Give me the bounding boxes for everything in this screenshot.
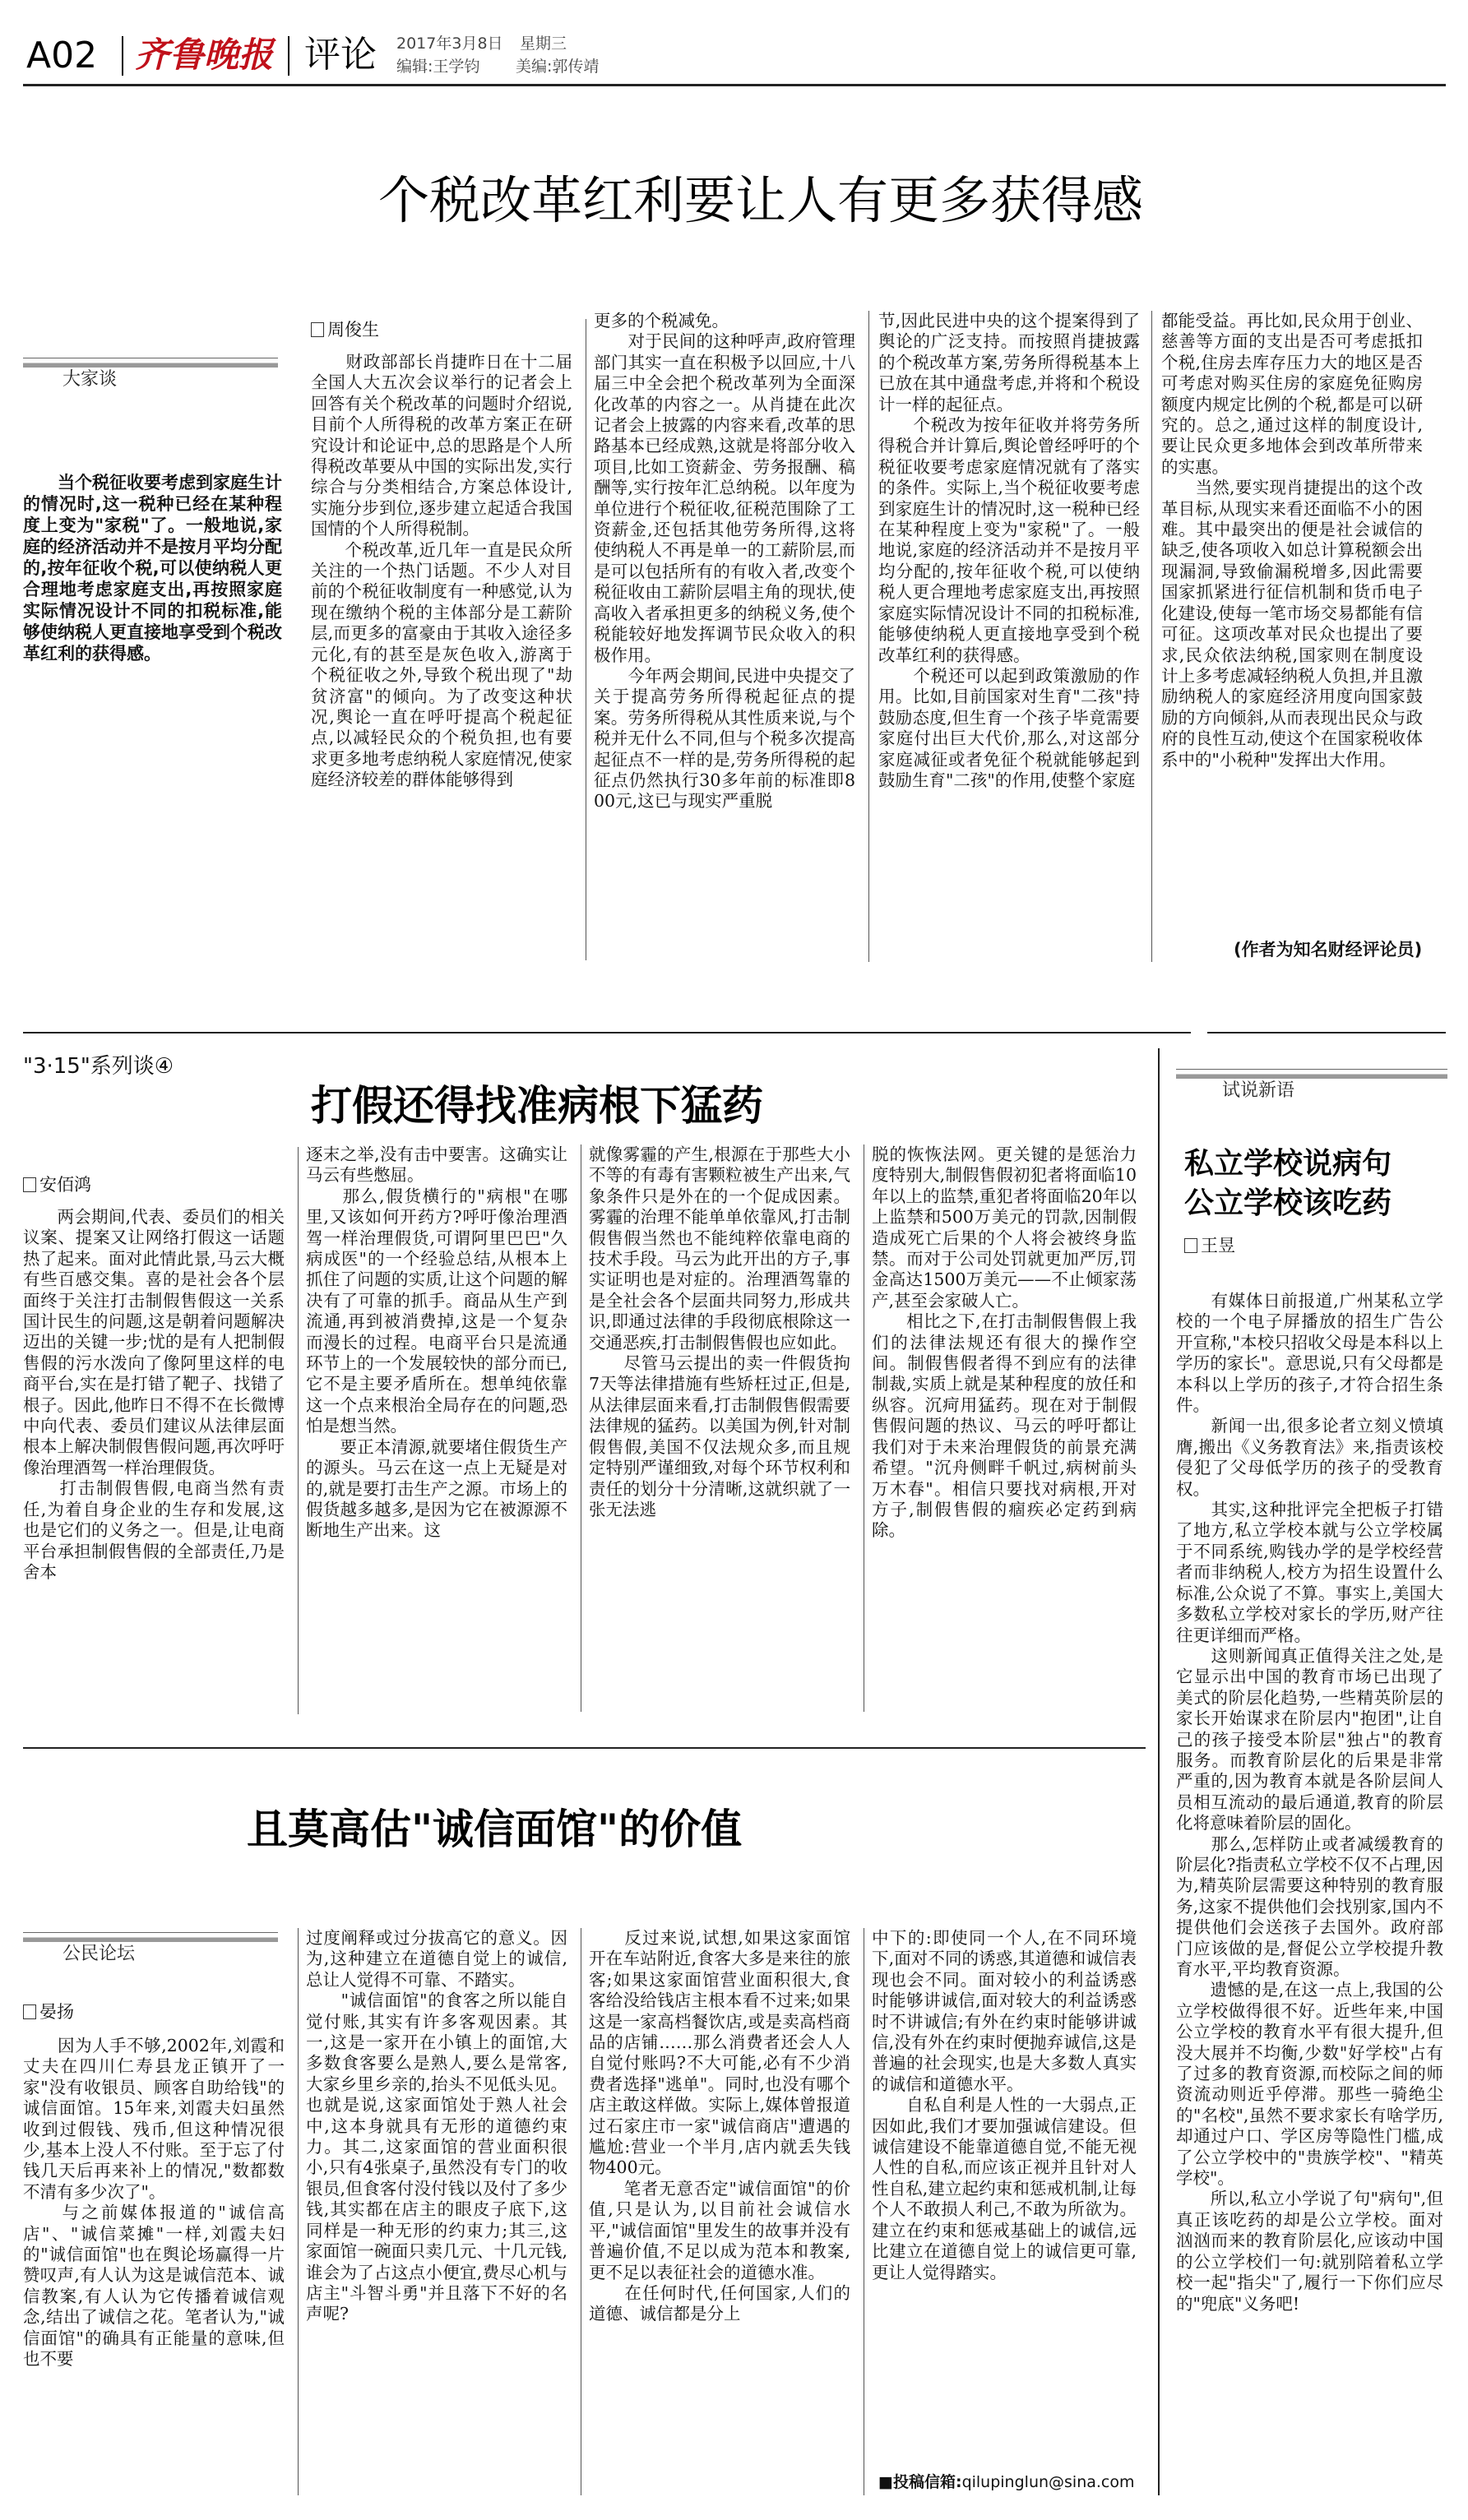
newspaper-logo: 齐鲁晚报: [135, 35, 274, 75]
byline-box: [1184, 1238, 1197, 1253]
article1-summary: 当个税征收要考虑到家庭生计的情况时,这一税种已经在某种程度上变为"家税"了。一般地说,家庭的经济活动并不是按月平均分配的,按年征收个税,可以使纳税人更合理地考虑家庭支出,再按照家庭实际情况设计不同的扣税标准,能够使纳税人更直接地享受到个税改革红利的获得感。: [23, 473, 282, 664]
article2-col4: 脱的恢恢法网。更关键的是惩治力度特别大,制假售假初犯者将面临10年以上的监禁,重犯者将面临20年以上监禁和500万美元的罚款,因制假造成死亡后果的个人将会被终身监禁。而对于公司处罚就更加严厉,罚金高达1500万美元——不止倾家荡产,甚至会家破人亡。 相比之下,在打击制假售假上我们的法律法规还有很大的操作空间。制假售假者得不到应有的法律制裁,实质上就是某种程度的放任和纵容。沉疴用猛药。现在对于制假售假问题的热议、马云的呼吁都让我们对于未来治理假货的前景充满希望。"沉舟侧畔千帆过,病树前头万木春"。相信只要找对病根,开对方子,制假售假的痼疾必定药到病除。: [872, 1144, 1137, 1541]
article3-title: 私立学校说病句 公立学校该吃药: [1184, 1147, 1392, 1220]
article4-col3: 反过来说,试想,如果这家面馆开在车站附近,食客大多是来往的旅客;如果这家面馆营业面积很大,食客给没给钱店主根本看不过来;如果这是一家高档餐饮店,或是卖高档商品的店铺……那么消费者还会人人自觉付账吗?不大可能,必有不少消费者选择"逃单"。同时,也没有哪个店主敢这样做。实际上,媒体曾报道过石家庄市一家"诚信商店"遭遇的尴尬:营业一个半月,店内就丢失钱物400元。 笔者无意否定"诚信面馆"的价值,只是认为,以目前社会诚信水平,"诚信面馆"里发生的故事并没有普遍价值,不足以成为范本和教案,更不足以表征社会的道德水准。 在任何时代,任何国家,人们的道德、诚信都是分上: [589, 1928, 850, 2324]
article4-col4: 中下的:即使同一个人,在不同环境下,面对不同的诱惑,其道德和诚信表现也会不同。面对较小的利益诱惑时能够讲诚信,面对较大的利益诱惑时不讲诚信;有外在约束时能够讲诚信,没有外在约束时便抛弃诚信,这是普遍的社会现实,也是大多数人真实的诚信和道德水平。 自私自利是人性的一大弱点,正因如此,我们才要加强诚信建设。但诚信建设不能靠道德自觉,不能无视人性的自私,而应该正视并且针对人性自私,建立起约束和惩戒机制,让每个人不敢损人利己,不敢为所欲为。建立在约束和惩戒基础上的诚信,远比建立在道德自觉上的诚信更可靠,更让人觉得踏实。: [872, 1928, 1137, 2282]
section-name: 评论: [304, 34, 377, 76]
divider: [122, 36, 123, 76]
article1-author: 周俊生: [327, 320, 379, 340]
column-rule: [1151, 311, 1152, 962]
byline-box: [23, 2004, 36, 2019]
article3-byline: [1184, 1235, 1235, 1256]
article3-author: 王昱: [1201, 1236, 1235, 1255]
editor-credit: 编辑:王学钧: [396, 58, 480, 76]
submission-footer: [878, 2471, 1135, 2493]
article2-title: 打假还得找准病根下猛药: [311, 1082, 763, 1130]
column-rule: [868, 311, 869, 962]
section-rule: [23, 1032, 1191, 1033]
column-label-gongminluntan: 公民论坛: [58, 1943, 140, 1966]
masthead: [26, 33, 1441, 82]
submission-label: ■投稿信箱:: [878, 2473, 962, 2491]
art-credit: 美编:郭传靖: [516, 58, 600, 76]
article2-series: "3·15"系列谈④: [23, 1054, 174, 1079]
article4-col1: 因为人手不够,2002年,刘霞和丈夫在四川仁寿县龙正镇开了一家"没有收银员、顾客自助给钱"的诚信面馆。15年来,刘霞夫妇虽然收到过假钱、残币,但这种情况很少,基本上没人不付账。至于忘了付钱几天后再来补上的情况,"数都数不清有多少次了"。 与之前媒体报道的"诚信高店"、"诚信菜摊"一样,刘霞夫妇的"诚信面馆"也在舆论场赢得一片赞叹声,有人认为这是诚信范本、诚信教案,有人认为它传播着诚信观念,结出了诚信之花。笔者认为,"诚信面馆"的确具有正能量的意味,但也不要: [23, 2036, 285, 2370]
column-label-bar: [23, 1932, 278, 1942]
submission-email[interactable]: qilupinglun@sina.com: [961, 2473, 1135, 2491]
column-label-dajiatan: 大家谈: [58, 368, 122, 391]
article1-title: 个税改革红利要让人有更多获得感: [377, 170, 1143, 230]
article2-col1: 两会期间,代表、委员们的相关议案、提案又让网络打假这一话题热了起来。面对此情此景,马云大概有些百感交集。喜的是社会各个层面终于关注打击制假售假这一关系国计民生的问题,这是朝着问题解决迈出的关键一步;忧的是有人把制假售假的污水泼向了像阿里这样的电商平台,实在是打错了靶子、找错了根子。因此,他昨日不得不在长微博中向代表、委员们建议从法律层面根本上解决制假售假问题,再次呼吁像治理酒驾一样治理假货。 打击制假售假,电商当然有责任,为着自身企业的生存和发展,这也是它们的义务之一。但是,让电商平台承担制假售假的全部责任,乃是舍本: [23, 1207, 285, 1582]
issue-date: 2017年3月8日: [396, 35, 503, 53]
article2-byline: [23, 1174, 91, 1195]
column-rule: [298, 1147, 299, 1714]
article2-col3: 就像雾霾的产生,根源在于那些大小不等的有毒有害颗粒被生产出来,气象条件只是外在的一个促成因素。雾霾的治理不能单单依靠风,打击制假售假当然也不能纯粹依靠电商的技术手段。马云为此开出的方子,事实证明也是对症的。治理酒驾靠的是全社会各个层面共同努力,形成共识,即通过法律的手段彻底根除这一交通恶疾,打击制假售假也应如此。 尽管马云提出的卖一件假货拘7天等法律措施有些矫枉过正,但是,从法律层面来看,打击制假售假需要法律规的猛药。以美国为例,针对制假售假,美国不仅法规众多,而且规定特别严谨细致,对每个环节权利和责任的划分十分清晰,这就织就了一张无法逃: [589, 1144, 850, 1519]
article4-col2: 过度阐释或过分拔高它的意义。因为,这种建立在道德自觉上的诚信,总让人觉得不可靠、不踏实。 "诚信面馆"的食客之所以能自觉付账,其实有许多客观因素。其一,这是一家开在小镇上的面馆,大多数食客要么是熟人,要么是常客,大家乡里乡亲的,抬头不见低头见。也就是说,这家面馆处于熟人社会中,这本身就具有无形的道德约束力。其二,这家面馆的营业面积很小,只有4张桌子,虽然没有专门的收银员,但食客付没付钱以及付了多少钱,其实都在店主的眼皮子底下,这同样是一种无形的约束力;其三,这家面馆一碗面只卖几元、十几元钱,谁会为了占这点小便宜,费尽心机与店主"斗智斗勇"并且落下不好的名声呢?: [306, 1928, 567, 2324]
byline-box: [23, 1177, 36, 1192]
byline-box: [311, 322, 324, 337]
article3-body: 有媒体日前报道,广州某私立学校的一个电子屏播放的招生广告公开宣称,"本校只招收父母是本科以上学历的家长"。意思说,只有父母都是本科以上学历的孩子,才符合招生条件。 新闻一出,很多论者立刻义愤填膺,搬出《义务教育法》来,指责该校侵犯了父母低学历的孩子的受教育权。 其实,这种批评完全把板子打错了地方,私立学校本就与公立学校属于不同系统,购钱办学的是学校经营者而非纳税人,校方为招生设置什么标准,公众说了不算。事实上,美国大多数私立学校对家长的学历,财产往往更详细而严格。 这则新闻真正值得关注之处,是它显示出中国的教育市场已出现了美式的阶层化趋势,一些精英阶层的家长开始谋求在阶层内"抱团",让自己的孩子接受本阶层"独占"的教育服务。而教育阶层化的后果是非常严重的,因为教育本就是各阶层间人员相互流动的最后通道,教育的阶层化将意味着阶层的固化。 那么,怎样防止或者减缓教育的阶层化?指责私立学校不仅不占理,因为,精英阶层需要这种特别的教育服务,这家不提供他们会找别家,国内不提供他们会送孩子去国外。政府部门应该做的是,督促公立学校提升教育水平,平均教育资源。 遗憾的是,在这一点上,我国的公立学校做得很不好。近些年来,中国公立学校的教育水平有很大提升,但没大展并不均衡,少数"好学校"占有了过多的教育资源,而校际之间的师资流动则近乎停滞。那些一骑绝尘的"名校",虽然不要求家长有啥学历,却通过户口、学区房等隐性门槛,成了公立学校中的"贵族学校"、"精英学校"。 所以,私立小学说了句"病句",但真正该吃药的却是公立学校。面对汹汹而来的教育阶层化,应该动中国的公立学校们一句:就别陪着私立学校一起"指尖"了,履行一下你们应尽的"兜底"义务吧!: [1176, 1291, 1443, 2314]
article2-col2: 逐末之举,没有击中要害。这确实让马云有些憋屈。 那么,假货横行的"病根"在哪里,又该如何开药方?呼吁像治理酒驾一样治理假货,可谓阿里巴巴"久病成医"的一个经验总结,从根本上抓住了问题的实质,让这个问题的解决有了可靠的抓手。商品从生产到流通,再到被消费掉,这是一个复杂而漫长的过程。电商平台只是流通环节上的一个发展较快的部分而已,它不是主要矛盾所在。想单纯依靠这一个点来根治全局存在的问题,恐怕是想当然。 要正本清源,就要堵住假货生产的源头。马云在这一点上无疑是对的,就是要打击生产之源。市场上的假货越多越多,是因为它在被源源不断地生产出来。这: [306, 1144, 567, 1541]
divider: [288, 36, 289, 76]
issue-weekday: 星期三: [520, 35, 567, 53]
column-label-bar: [1176, 1069, 1447, 1079]
column-label-shishuoxinyu: 试说新语: [1217, 1080, 1299, 1103]
masthead-rule: [23, 84, 1446, 86]
article4-title: 且莫高估"诚信面馆"的价值: [247, 1806, 743, 1853]
article1-col2: 更多的个税减免。 对于民间的这种呼声,政府管理部门其实一直在积极予以回应,十八届三中全会把个税改革列为全面深化改革的内容之一。从肖捷在此次记者会上披露的内容来看,改革的思路基本已经成熟,这就是将部分收入项目,比如工资薪金、劳务报酬、稿酬等,实行按年汇总纳税。以年度为单位进行个税征收,征税范围除了工资薪金,还包括其他劳务所得,这将使纳税人不再是单一的工薪阶层,而是可以包括所有的有收入者,改变个税征收由工薪阶层唱主角的现状,使高收入者承担更多的纳税义务,使个税能较好地发挥调节民众收入的积极作用。 今年两会期间,民进中央提交了关于提高劳务所得税起征点的提案。劳务所得税从其性质来说,与个税并无什么不同,但与个税多次提高起征点不一样的是,劳务所得税的起征点仍然执行30多年前的标准即800元,这已与现实严重脱: [594, 311, 855, 811]
section-rule: [23, 1747, 1146, 1749]
article1-author-note: (作者为知名财经评论员): [1234, 940, 1423, 959]
column-rule: [1158, 1048, 1160, 2495]
page-number: A02: [26, 35, 98, 76]
article4-author: 晏扬: [39, 2002, 74, 2022]
column-label-bar: [23, 358, 278, 368]
article1-col1: 财政部部长肖捷昨日在十二届全国人大五次会议举行的记者会上回答有关个税改革的问题时介绍说,目前个人所得税的改革方案正在研究设计和论证中,总的思路是个人所得税改革要从中国的实际出发,实行综合与分类相结合,方案总体设计,实施分步到位,逐步建立起适合我国国情的个人所得税制。 个税改革,近几年一直是民众所关注的一个热门话题。不少人对目前的个税征收制度有一种感觉,认为现在缴纳个税的主体部分是工薪阶层,而更多的富豪由于其收入途径多元化,有的甚至是灰色收入,游离于个税征收之外,导致个税出现了"劫贫济富"的倾向。为了改变这种状况,舆论一直在呼吁提高个税起征点,以减轻民众的个税负担,也有要求更多地考虑纳税人家庭情况,使家庭经济较差的群体能够得到: [311, 352, 572, 790]
article2-author: 安佰鸿: [39, 1175, 91, 1195]
article1-col3: 节,因此民进中央的这个提案得到了舆论的广泛支持。而按照肖捷披露的个税改革方案,劳务所得税基本上已放在其中通盘考虑,并将和个税设计一样的起征点。 个税改为按年征收并将劳务所得税合并计算后,舆论曾经呼吁的个税征收要考虑家庭情况就有了落实的条件。实际上,当个税征收要考虑到家庭生计的情况时,这一税种已经在某种程度上变为"家税"了。一般地说,家庭的经济活动并不是按月平均分配的,按年征收个税,可以使纳税人更合理地考虑家庭支出,再按照家庭实际情况设计不同的扣税标准,能够使纳税人更直接地享受到个税改革红利的获得感。 个税还可以起到政策激励的作用。比如,目前国家对生育"二孩"持鼓励态度,但生育一个孩子毕竟需要家庭付出巨大代价,那么,对这部分家庭减征或者免征个税就能够起到鼓励生育"二孩"的作用,使整个家庭: [878, 311, 1140, 790]
article1-byline: [311, 319, 379, 340]
column-rule: [298, 1928, 299, 2495]
article1-col4: 都能受益。再比如,民众用于创业、慈善等方面的支出是否可考虑抵扣个税,住房去库存压力大的地区是否可考虑对购买住房的家庭免征购房额度内规定比例的个税,都是可以研究的。总之,通过这样的制度设计,要让民众更多地体会到改革所带来的实惠。 当然,要实现肖捷提出的这个改革目标,从现实来看还面临不小的困难。其中最突出的便是社会诚信的缺乏,使各项收入如总计算税额会出现漏洞,导致偷漏税增多,因此需要国家抓紧进行征信机制和货币电子化建设,使每一笔市场交易都能有信可征。这项改革对民众也提出了要求,民众依法纳税,国家则在制度设计上多考虑减轻纳税人负担,并且激励纳税人的家庭经济用度向国家鼓励的方向倾斜,从而表现出民众与政府的良性互动,使这个在国家税收体系中的"小税种"发挥出大作用。: [1161, 311, 1423, 770]
section-rule: [1207, 1032, 1446, 1033]
article4-byline: [23, 2001, 74, 2023]
